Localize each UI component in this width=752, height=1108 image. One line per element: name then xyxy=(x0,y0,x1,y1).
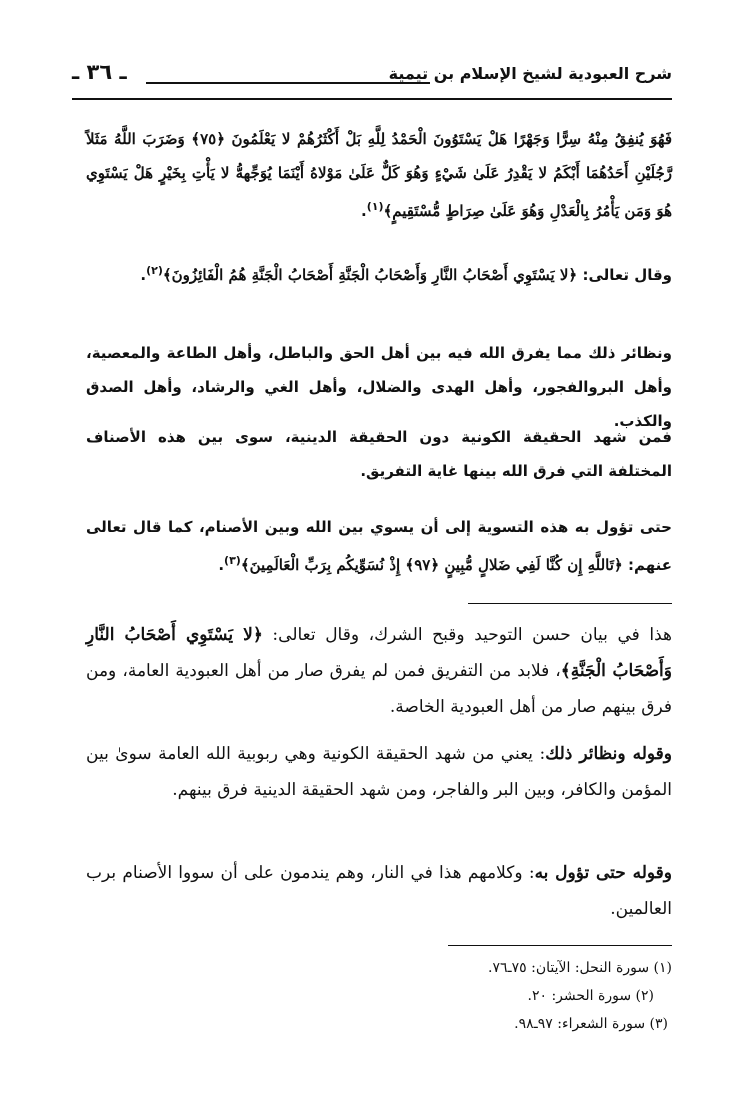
text-paragraph-4 xyxy=(86,420,672,488)
page-number: ـ ٣٦ ـ xyxy=(72,60,127,84)
footnote-item: (٣) سورة الشعراء: ٩٧ـ٩٨. xyxy=(514,1016,668,1032)
footnotes xyxy=(86,954,672,1038)
quran-paragraph-1 xyxy=(86,122,672,228)
sentence-end: . xyxy=(140,266,147,284)
footnote-marker: (٢) xyxy=(146,264,163,277)
paragraph-text: فمن شهد الحقيقة الكونية دون الحقيقة الدينية، سوى بين هذه الأصناف المختلفة التي فرق الله بينها غاية التفريق. xyxy=(86,428,672,480)
quran-verse: ﴿لا يَسْتَوِي أَصْحَابُ النَّارِ وَأَصْحَابُ الْجَنَّةِ﴾ xyxy=(86,625,672,681)
commentary-paragraph-2 xyxy=(86,736,672,808)
commentary-text: هذا في بيان حسن التوحيد وقبح الشرك، وقال تعالى: xyxy=(262,625,672,645)
footnote-marker: (٣) xyxy=(224,554,241,567)
commentary-lead: وقوله حتى تؤول به xyxy=(534,863,672,883)
paragraph-intro: وقال تعالى: xyxy=(577,266,672,284)
paragraph-text: ونظائر ذلك مما يفرق الله فيه بين أهل الحق والباطل، وأهل الطاعة والمعصية، وأهل البروالفجور، وأهل الهدى والضلال، وأهل الغي والرشاد، وأهل الصدق والكذب. xyxy=(86,344,672,430)
footnote-item: (١) سورة النحل: الآيتان: ٧٥ـ٧٦. xyxy=(488,960,672,976)
quran-paragraph-2 xyxy=(86,254,672,292)
header-divider xyxy=(72,98,672,100)
header-rule xyxy=(146,82,430,84)
paragraph-text: حتى تؤول به هذه التسوية إلى أن يسوي بين الله وبين الأصنام، كما قال تعالى عنهم: xyxy=(86,518,672,574)
quran-verse: ﴿تَاللَّهِ إِن كُنَّا لَفِي ضَلالٍ مُّبِينٍ ﴿٩٧﴾ إِذْ نُسَوِّيكُم بِرَبِّ الْعَالَمِينَ﴾ xyxy=(240,556,623,574)
footnote-rule xyxy=(448,945,672,946)
footnote-marker: (١) xyxy=(366,200,384,213)
running-title: شرح العبودية لشيخ الإسلام بن تيمية xyxy=(388,64,672,83)
commentary-paragraph-3 xyxy=(86,855,672,927)
commentary-lead: وقوله ونظائر ذلك xyxy=(545,744,672,764)
commentary-text: : يعني من شهد الحقيقة الكونية وهي ربوبية الله العامة سوىٰ بين المؤمن والكافر، وبين البر والفاجر، ومن شهد الحقيقة الدينية فرق بينهم. xyxy=(86,744,672,800)
sentence-end: . xyxy=(218,556,225,574)
commentary-paragraph-1 xyxy=(86,617,672,725)
quran-verse: ﴿لا يَسْتَوِي أَصْحَابُ النَّارِ وَأَصْحَابُ الْجَنَّةِ أَصْحَابُ الْجَنَّةِ هُمُ الْفَائِزُونَ﴾ xyxy=(162,266,578,284)
text-paragraph-5 xyxy=(86,510,672,582)
commentary-text: ، فلابد من التفريق فمن لم يفرق صار من أهل العبودية العامة، ومن فرق بينهم صار من أهل العبودية الخاصة. xyxy=(86,661,672,717)
quran-verse: فَهُوَ يُنفِقُ مِنْهُ سِرًّا وَجَهْرًا هَلْ يَسْتَوُونَ الْحَمْدُ لِلَّهِ بَلْ أَكْثَرُهُمْ لا يَعْلَمُونَ ﴿٧٥﴾ وَضَرَبَ اللَّهُ مَثَلاً رَّجُلَيْنِ أَحَدُهُمَا أَبْكَمُ لا يَقْدِرُ عَلَىٰ شَيْءٍ وَهُوَ كَلٌّ عَلَىٰ مَوْلاهُ أَيْنَمَا يُوَجِّههُّ لا يَأْتِ بِخَيْرٍ هَلْ يَسْتَوِي هُوَ وَمَن يَأْمُرُ بِالْعَدْلِ وَهُوَ عَلَىٰ صِرَاطٍ مُّسْتَقِيمٍ﴾ xyxy=(86,130,672,220)
page-header xyxy=(72,60,672,96)
main-commentary-separator xyxy=(468,603,672,604)
footnote-item: (٢) سورة الحشر: ٢٠. xyxy=(527,988,654,1004)
sentence-end: . xyxy=(361,202,367,220)
commentary-text: : وكلامهم هذا في النار، وهم يندمون على أن سووا الأصنام برب العالمين. xyxy=(86,863,672,919)
